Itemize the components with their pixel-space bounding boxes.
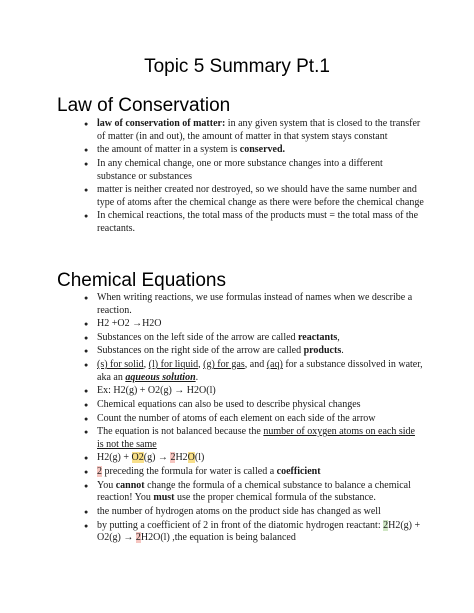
- bullet-list-chemical-equations: [0, 292, 474, 546]
- list-item: ● The equation is not balanced because the number of oxygen atoms on each side is not the same: [0, 426, 474, 451]
- highlight-o2: O2: [131, 452, 144, 464]
- list-item: ● matter is neither created nor destroyed, so we should have the same number and type of atoms after the chemical change as there were before the chemical change: [0, 184, 474, 209]
- list-item: ● Ex: H2(g) + O2(g) → H2O(l): [0, 385, 474, 398]
- list-item: ● H2(g) + O2(g) → 2H2O(l): [0, 452, 474, 465]
- list-item: ● In chemical reactions, the total mass of the products must = the total mass of the reactants.: [0, 210, 474, 235]
- list-item: ● law of conservation of matter: in any given system that is closed to the transfer of matter (in and out), the amount of matter in that system stays constant: [0, 118, 474, 143]
- list-item: ● Substances on the left side of the arrow are called reactants,: [0, 332, 474, 345]
- list-item: ● Chemical equations can also be used to describe physical changes: [0, 399, 474, 412]
- section-heading-chemical-equations: Chemical Equations: [57, 270, 226, 291]
- list-item: ● the number of hydrogen atoms on the product side has changed as well: [0, 506, 474, 519]
- list-item: ● by putting a coefficient of 2 in front of the diatomic hydrogen reactant: 2H2(g) + O2(g) → 2H2O(l) ,the equation is being balanced: [0, 520, 474, 545]
- highlight-coefficient-green: 2: [383, 519, 389, 531]
- list-item: ● 2 preceding the formula for water is called a coefficient: [0, 466, 474, 479]
- page-title: Topic 5 Summary Pt.1: [144, 56, 330, 77]
- highlight-coefficient: 2: [97, 466, 102, 478]
- bullet-list-law-of-conservation: [0, 118, 474, 237]
- list-item: ● Substances on the right side of the arrow are called products.: [0, 345, 474, 358]
- list-item: ● When writing reactions, we use formulas instead of names when we describe a reaction.: [0, 292, 474, 317]
- list-item: ● Count the number of atoms of each element on each side of the arrow: [0, 413, 474, 426]
- highlight-coefficient: 2: [135, 532, 141, 544]
- list-item: ● (s) for solid, (l) for liquid, (g) for gas, and (aq) for a substance dissolved in water, aka an aqueous solution.: [0, 359, 474, 384]
- highlight-coefficient: 2: [170, 452, 176, 464]
- list-item: ● the amount of matter in a system is conserved.: [0, 144, 474, 157]
- list-item: ● You cannot change the formula of a chemical substance to balance a chemical reaction! You must use the proper chemical formula of the substance.: [0, 480, 474, 505]
- section-heading-law-of-conservation: Law of Conservation: [57, 95, 231, 116]
- list-item: ● In any chemical change, one or more substance changes into a different substance or substances: [0, 158, 474, 183]
- list-item: ● H2 +O2 →H2O: [0, 318, 474, 331]
- highlight-o: O: [187, 452, 195, 464]
